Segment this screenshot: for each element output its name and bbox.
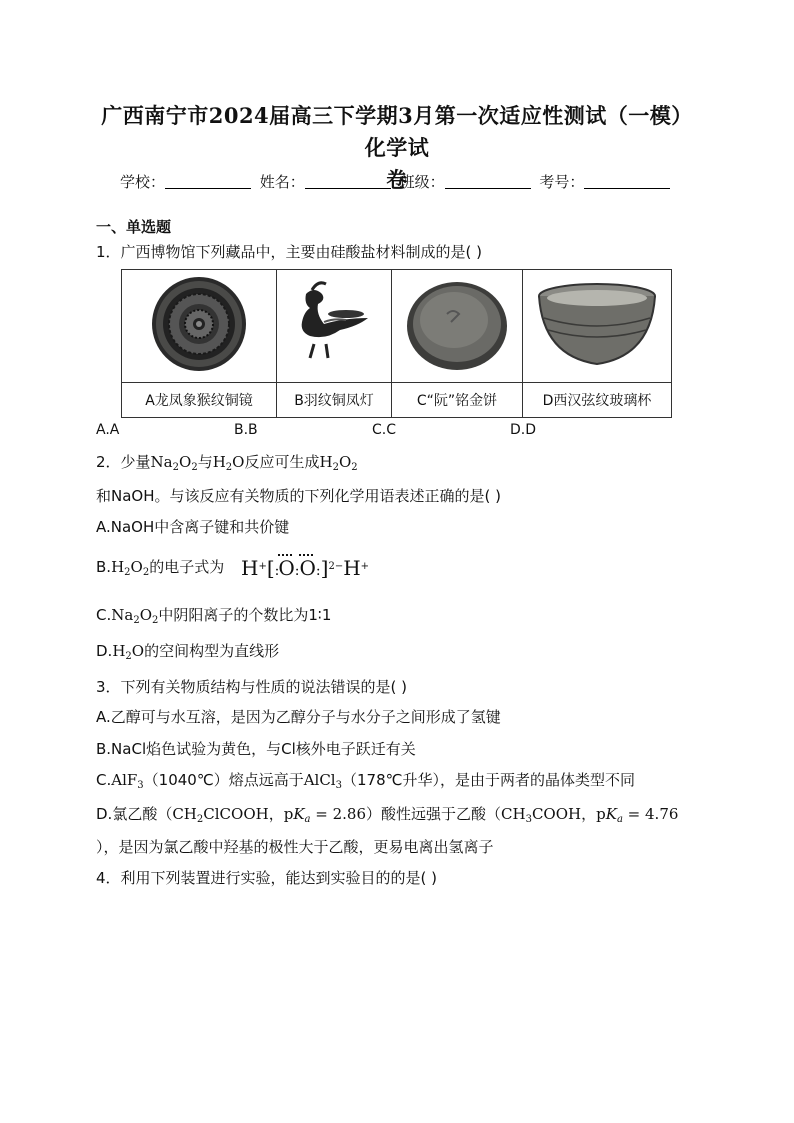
q3-option-d-part3: = 2.86）酸性远强于乙酸（ [310, 805, 502, 823]
student-info-row [120, 171, 674, 192]
q3-stem: 3．下列有关物质结构与性质的说法错误的是( ) [96, 678, 408, 696]
q4-stem: 4．利用下列装置进行实验，能达到实验目的的是( ) [96, 869, 438, 887]
q2-option-d-suffix: 的空间构型为直线形 [144, 642, 280, 660]
q3-option-c-part2: （1040℃）熔点远高于 [143, 771, 304, 789]
school-blank[interactable] [165, 174, 251, 189]
q2-option-d[interactable] [96, 640, 279, 661]
q1-caption-a: A龙凤象猴纹铜镜 [122, 383, 277, 418]
q1-option-d[interactable]: D.D [510, 422, 537, 438]
number-label: 考号： [539, 173, 585, 191]
q2-stem-line2: 和NaOH。与该反应有关物质的下列化学用语表述正确的是( ) [96, 487, 501, 505]
formula-na2o2: $Na_2O_2$ [150, 453, 198, 473]
q2-option-c-prefix: C. [96, 606, 112, 624]
formula-ka: $K_a$ [293, 805, 311, 825]
q2-stem [96, 451, 358, 472]
q2-option-b[interactable] [96, 556, 369, 580]
bronze-mirror-photo [122, 270, 277, 383]
q3-option-d-part4: ，p [581, 805, 606, 823]
formula-alf3: AlF$_3$ [111, 771, 144, 791]
q1-option-a[interactable]: A.A [96, 422, 120, 438]
formula-ch2clcooh: $CH_2ClCOOH$ [172, 805, 269, 825]
formula-ch3cooh: $CH_3COOH$ [501, 805, 582, 825]
q2-stem-mid1: 与 [197, 453, 213, 471]
q2-stem-mid2: 反应可生成 [244, 453, 320, 471]
q3-option-a[interactable]: A.乙醇可与水互溶，是因为乙醇分子与水分子之间形成了氢键 [96, 708, 501, 726]
formula-h2o: $H_2O$ [112, 642, 145, 662]
q2-stem-prefix: 2．少量 [96, 453, 151, 471]
q1-caption-b: B羽纹铜凤灯 [277, 383, 392, 418]
q2-option-d-prefix: D. [96, 642, 113, 660]
q3-option-d-line2: ），是因为氯乙酸中羟基的极性大于乙酸，更易电离出氢离子 [96, 838, 494, 856]
q3-option-b[interactable]: B.NaCl焰色试验为黄色，与Cl核外电子跃迁有关 [96, 740, 416, 758]
q1-caption-d: D西汉弦纹玻璃杯 [523, 383, 672, 418]
q2-option-c[interactable] [96, 604, 331, 625]
q3-option-d-part2: ，p [268, 805, 294, 823]
q1-image-table [121, 269, 672, 418]
formula-na2o2: $Na_2O_2$ [111, 606, 159, 626]
formula-alcl3: AlCl$_3$ [303, 771, 342, 791]
q3-option-c-part1: C. [96, 771, 112, 789]
class-label: 班级： [399, 173, 445, 191]
class-blank[interactable] [445, 174, 531, 189]
school-label: 学校： [120, 173, 166, 191]
q1-option-b[interactable]: B.B [234, 422, 258, 438]
q2-option-a[interactable]: A.NaOH中含离子键和共价键 [96, 518, 290, 536]
bronze-phoenix-lamp-photo [277, 270, 392, 383]
q2-option-c-suffix: 中阴阳离子的个数比为1∶1 [158, 606, 332, 624]
q3-option-c[interactable] [96, 769, 635, 790]
formula-ka: $K_a$ [605, 805, 623, 825]
number-blank[interactable] [584, 174, 670, 189]
q3-option-c-part3: （178℃升华），是由于两者的晶体类型不同 [341, 771, 635, 789]
q1-stem: 1．广西博物馆下列藏品中，主要由硅酸盐材料制成的是( ) [96, 243, 483, 261]
q1-caption-c: C“阮”铭金饼 [392, 383, 523, 418]
gold-cake-photo [392, 270, 523, 383]
formula-h2o2: $H_2O_2$ [111, 558, 150, 578]
name-label: 姓名： [259, 173, 305, 191]
section-heading: 一、单选题 [96, 218, 172, 236]
q2-option-b-suffix: 的电子式为 [149, 558, 225, 576]
q3-option-d-part5: = 4.76 [622, 805, 679, 823]
formula-h2o2: $H_2O_2$ [319, 453, 358, 473]
title-line-1: 广西南宁市2024届高三下学期3月第一次适应性测试（一模）化学试 [101, 103, 693, 160]
q3-option-d-part1: D.氯乙酸（ [96, 805, 173, 823]
formula-h2o: $H_2O$ [212, 453, 245, 473]
name-blank[interactable] [305, 174, 391, 189]
q1-option-c[interactable]: C.C [372, 422, 397, 438]
q2-option-b-prefix: B. [96, 558, 112, 576]
electron-formula: H+[:O:O:]$^{2-}$H+ [241, 556, 370, 580]
q3-option-d[interactable] [96, 803, 678, 824]
glass-cup-photo [523, 270, 672, 383]
title-line-2: 卷 [386, 167, 408, 192]
